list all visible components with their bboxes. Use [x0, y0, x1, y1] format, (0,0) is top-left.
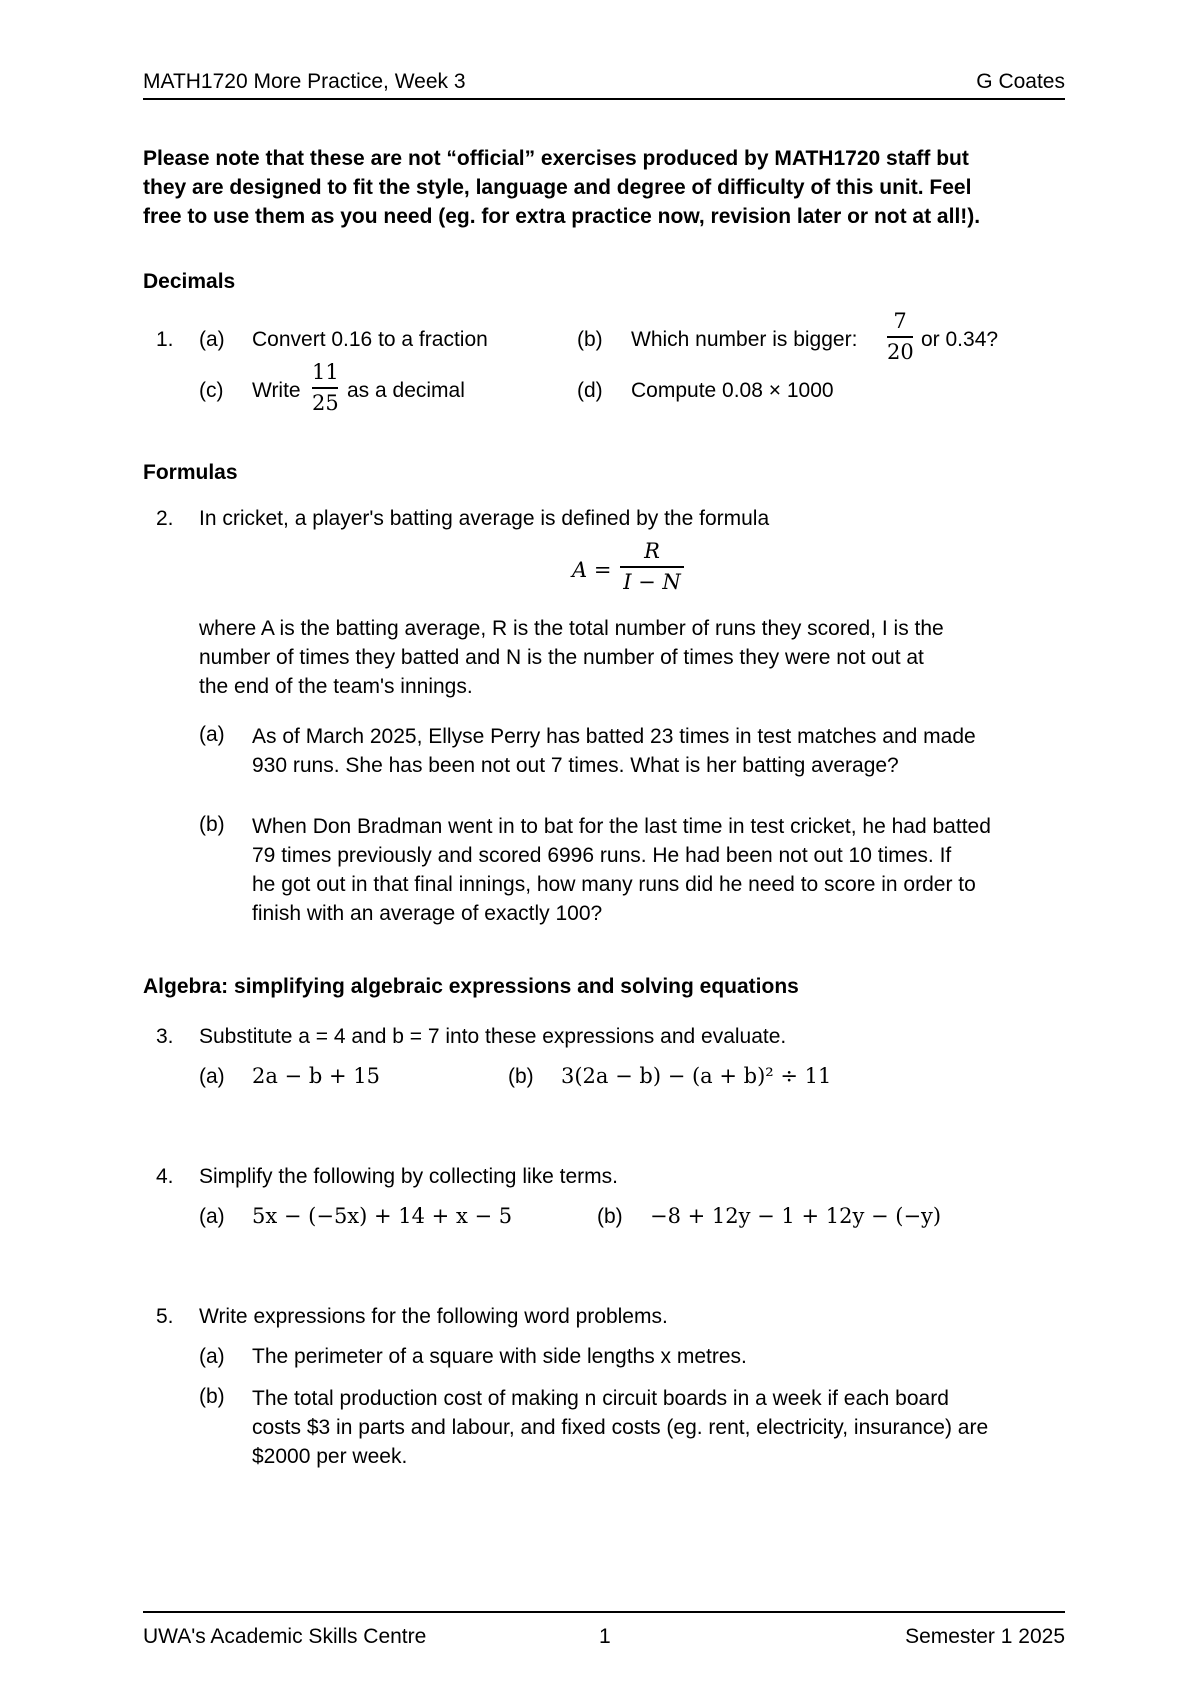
formula-denominator: I − N	[623, 569, 681, 594]
q3b-expression: 3(2a − b) − (a + b)² ÷ 11	[561, 1064, 832, 1088]
q1c-post: as a decimal	[347, 379, 465, 402]
q2a-text	[252, 722, 1062, 780]
q5a-text: The perimeter of a square with side lengths x metres.	[252, 1345, 747, 1368]
section-heading-decimals: Decimals	[143, 270, 236, 293]
q2b-line-1: When Don Bradman went in to bat for the last time in test cricket, he had batted	[252, 815, 991, 838]
q2-where-line-1: where A is the batting average, R is the total number of runs they scored, I is the	[199, 617, 944, 640]
intro-line-2: they are designed to fit the style, language and degree of difficulty of this unit. Feel	[143, 176, 972, 199]
section-heading-algebra: Algebra: simplifying algebraic expressions and solving equations	[143, 975, 799, 998]
q1a-text: Convert 0.16 to a fraction	[252, 328, 488, 351]
footer-right: Semester 1 2025	[905, 1625, 1065, 1648]
header-left: MATH1720 More Practice, Week 3	[143, 70, 466, 93]
q5-number: 5.	[156, 1305, 174, 1328]
q2a-line-1: As of March 2025, Ellyse Perry has batted 23 times in test matches and made	[252, 725, 976, 748]
q2-intro: In cricket, a player's batting average is defined by the formula	[199, 507, 770, 530]
q1c-pre: Write	[252, 379, 301, 402]
q1b-numerator: 7	[893, 309, 907, 333]
q2-definitions	[199, 614, 1061, 701]
header-right: G Coates	[976, 70, 1065, 93]
formula-lhs: A =	[572, 558, 612, 582]
q2b-line-3: he got out in that final innings, how many runs did he need to score in order to	[252, 873, 976, 896]
q1b-text: Which number is bigger:	[631, 328, 858, 351]
q3a-label: (a)	[199, 1065, 225, 1088]
q3-number: 3.	[156, 1025, 174, 1048]
footer-rule	[143, 1611, 1065, 1613]
q1a-label: (a)	[199, 328, 225, 351]
q1c-denominator: 25	[312, 390, 339, 415]
q2a-label: (a)	[199, 723, 225, 746]
q4a-expression: 5x − (−5x) + 14 + x − 5	[252, 1204, 513, 1228]
q3-text: Substitute a = 4 and b = 7 into these expressions and evaluate.	[199, 1025, 787, 1048]
q2a-line-2: 930 runs. She has been not out 7 times. What is her batting average?	[252, 754, 899, 777]
q4-text: Simplify the following by collecting like terms.	[199, 1165, 618, 1188]
formula-numerator: R	[644, 539, 660, 563]
q2b-line-4: finish with an average of exactly 100?	[252, 902, 603, 925]
q2-where-line-3: the end of the team's innings.	[199, 675, 473, 698]
q5a-label: (a)	[199, 1345, 225, 1368]
q5b-line-3: $2000 per week.	[252, 1445, 408, 1468]
q4b-expression: −8 + 12y − 1 + 12y − (−y)	[650, 1204, 942, 1228]
q3b-label: (b)	[508, 1065, 534, 1088]
q5b-label: (b)	[199, 1385, 225, 1408]
q3a-expression: 2a − b + 15	[252, 1064, 380, 1088]
q1d-text: Compute 0.08 × 1000	[631, 379, 834, 402]
footer-left: UWA's Academic Skills Centre	[143, 1625, 427, 1648]
q1b-tail: or 0.34?	[921, 328, 999, 351]
q2b-label: (b)	[199, 813, 225, 836]
intro-line-3: free to use them as you need (eg. for extra practice now, revision later or not at all!).	[143, 205, 981, 228]
q5b-line-1: The total production cost of making n circuit boards in a week if each board	[252, 1387, 949, 1410]
q1d-label: (d)	[577, 379, 603, 402]
batting-average-formula	[620, 541, 684, 593]
header-rule	[143, 98, 1065, 100]
q4a-label: (a)	[199, 1205, 225, 1228]
q1c-numerator: 11	[312, 360, 339, 384]
q1-number: 1.	[156, 328, 174, 351]
q2b-text	[252, 812, 1062, 928]
q1b-fraction	[887, 311, 913, 363]
q4b-label: (b)	[597, 1205, 623, 1228]
section-heading-formulas: Formulas	[143, 461, 238, 484]
q1b-label: (b)	[577, 328, 603, 351]
intro-line-1: Please note that these are not “official” exercises produced by MATH1720 staff but	[143, 147, 969, 170]
q2b-line-2: 79 times previously and scored 6996 runs. He had been not out 10 times. If	[252, 844, 952, 867]
q2-where-line-2: number of times they batted and N is the number of times they were not out at	[199, 646, 924, 669]
q1c-label: (c)	[199, 379, 224, 402]
page-number: 1	[599, 1625, 611, 1648]
q4-number: 4.	[156, 1165, 174, 1188]
q1b-denominator: 20	[887, 339, 914, 364]
q2-number: 2.	[156, 507, 174, 530]
q1c-fraction	[312, 362, 338, 414]
q5b-text	[252, 1384, 1062, 1471]
q5-text: Write expressions for the following word problems.	[199, 1305, 668, 1328]
q5b-line-2: costs $3 in parts and labour, and fixed costs (eg. rent, electricity, insurance) are	[252, 1416, 989, 1439]
intro-note	[143, 144, 1065, 231]
